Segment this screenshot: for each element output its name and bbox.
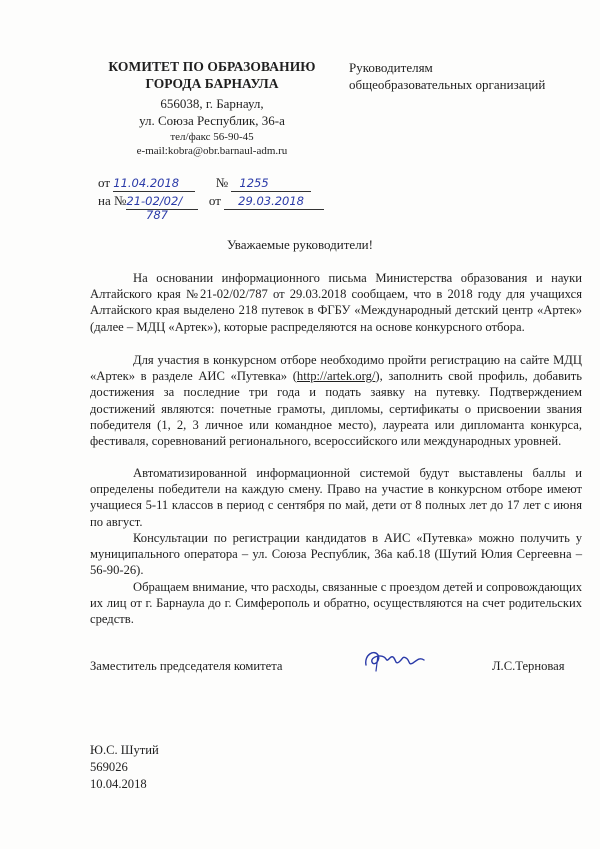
reply-date-field: [224, 193, 324, 210]
executor-name: Ю.С. Шутий: [90, 743, 159, 757]
reply-number-extra: 787: [146, 208, 168, 222]
reply-from-label: от: [208, 193, 221, 208]
sender-email: e-mail:kobra@obr.barnaul-adm.ru: [136, 145, 288, 157]
executor-phone: 569026: [90, 760, 128, 774]
paragraph-1: На основании информационного письма Министерства образования и науки Алтайского края №21-02/02/787 от 29.03.2018 сообщаем, что в 2018 году для учащихся Алтайского края выделено 218 путевок в ФГБУ «Международный детский центр «Артек» (далее – МДЦ «Артек»), которые распределяются на основе конкурсного отбора.: [90, 271, 582, 334]
reference-row-reply: [98, 193, 324, 210]
paragraph-3: Автоматизированной информационной системой будут выставлены баллы и определены победители на каждую смену. Право на участие в конкурсном отборе имеют учащиеся 5-11 классов в период с сентября по май, дети от 8 полных лет до 17 лет с июня по август.: [90, 466, 582, 529]
artek-link[interactable]: http://artek.org/: [296, 369, 376, 384]
paragraph-5: Обращаем внимание, что расходы, связанные с проездом детей и сопровождающих их лиц от г. Барнаула до г. Симферополь и обратно, осуществляются на счет родительских средств.: [90, 580, 582, 627]
sender-phone: тел/факс 56-90-45: [170, 131, 254, 143]
recipient-line2: общеобразовательных организаций: [349, 77, 546, 92]
greeting: Уважаемые руководители!: [227, 237, 373, 252]
signatory-role: Заместитель председателя комитета: [90, 659, 283, 673]
sender-org-line1: КОМИТЕТ ПО ОБРАЗОВАНИЮ: [108, 59, 316, 74]
paragraph-2-text-a: Для участия в конкурсном отборе необходимо пройти регистрацию на сайте МДЦ «Артек» в разделе АИС «Путевка» (: [90, 353, 582, 384]
number-label: №: [215, 175, 229, 190]
outgoing-date-field: [113, 175, 195, 192]
reply-label: на №: [98, 193, 127, 208]
reference-row-outgoing: [98, 175, 311, 192]
sender-address-line1: 656038, г. Барнаул,: [160, 96, 264, 111]
reply-date: 29.03.2018: [238, 194, 305, 208]
executor-date: 10.04.2018: [90, 777, 147, 791]
sender-org-line2: ГОРОДА БАРНАУЛА: [145, 76, 279, 91]
sender-address-line2: ул. Союза Республик, 36-а: [139, 113, 285, 128]
signatory-name: Л.С.Терновая: [492, 659, 565, 673]
outgoing-number-field: [231, 175, 311, 192]
recipient-line1: Руководителям: [349, 60, 433, 75]
outgoing-number: 1255: [239, 176, 269, 190]
paragraph-4: Консультации по регистрации кандидатов в АИС «Путевка» можно получить у муниципального оператора – ул. Союза Республик, 36а каб.18 (Шутий Юлия Сергеевна – 56-90-26).: [90, 531, 582, 578]
paragraph-2-text-b: ), заполнить свой профиль, добавить достижения за последние три года и подать заявку на путевку. Подтверждением достижений являются: почетные грамоты, дипломы, сертификаты о присвоении звания победителя (1, 2, 3 личное или командное место), лауреата или дипломанта конкурса, фестиваля, соревнований регионального, всероссийского или международных уровней.: [90, 369, 582, 449]
handwritten-signature: [360, 645, 432, 682]
from-label: от: [98, 175, 111, 190]
reply-number: 21-02/02/: [126, 194, 183, 208]
paragraph-2: [90, 352, 582, 449]
outgoing-date: 11.04.2018: [113, 176, 180, 190]
